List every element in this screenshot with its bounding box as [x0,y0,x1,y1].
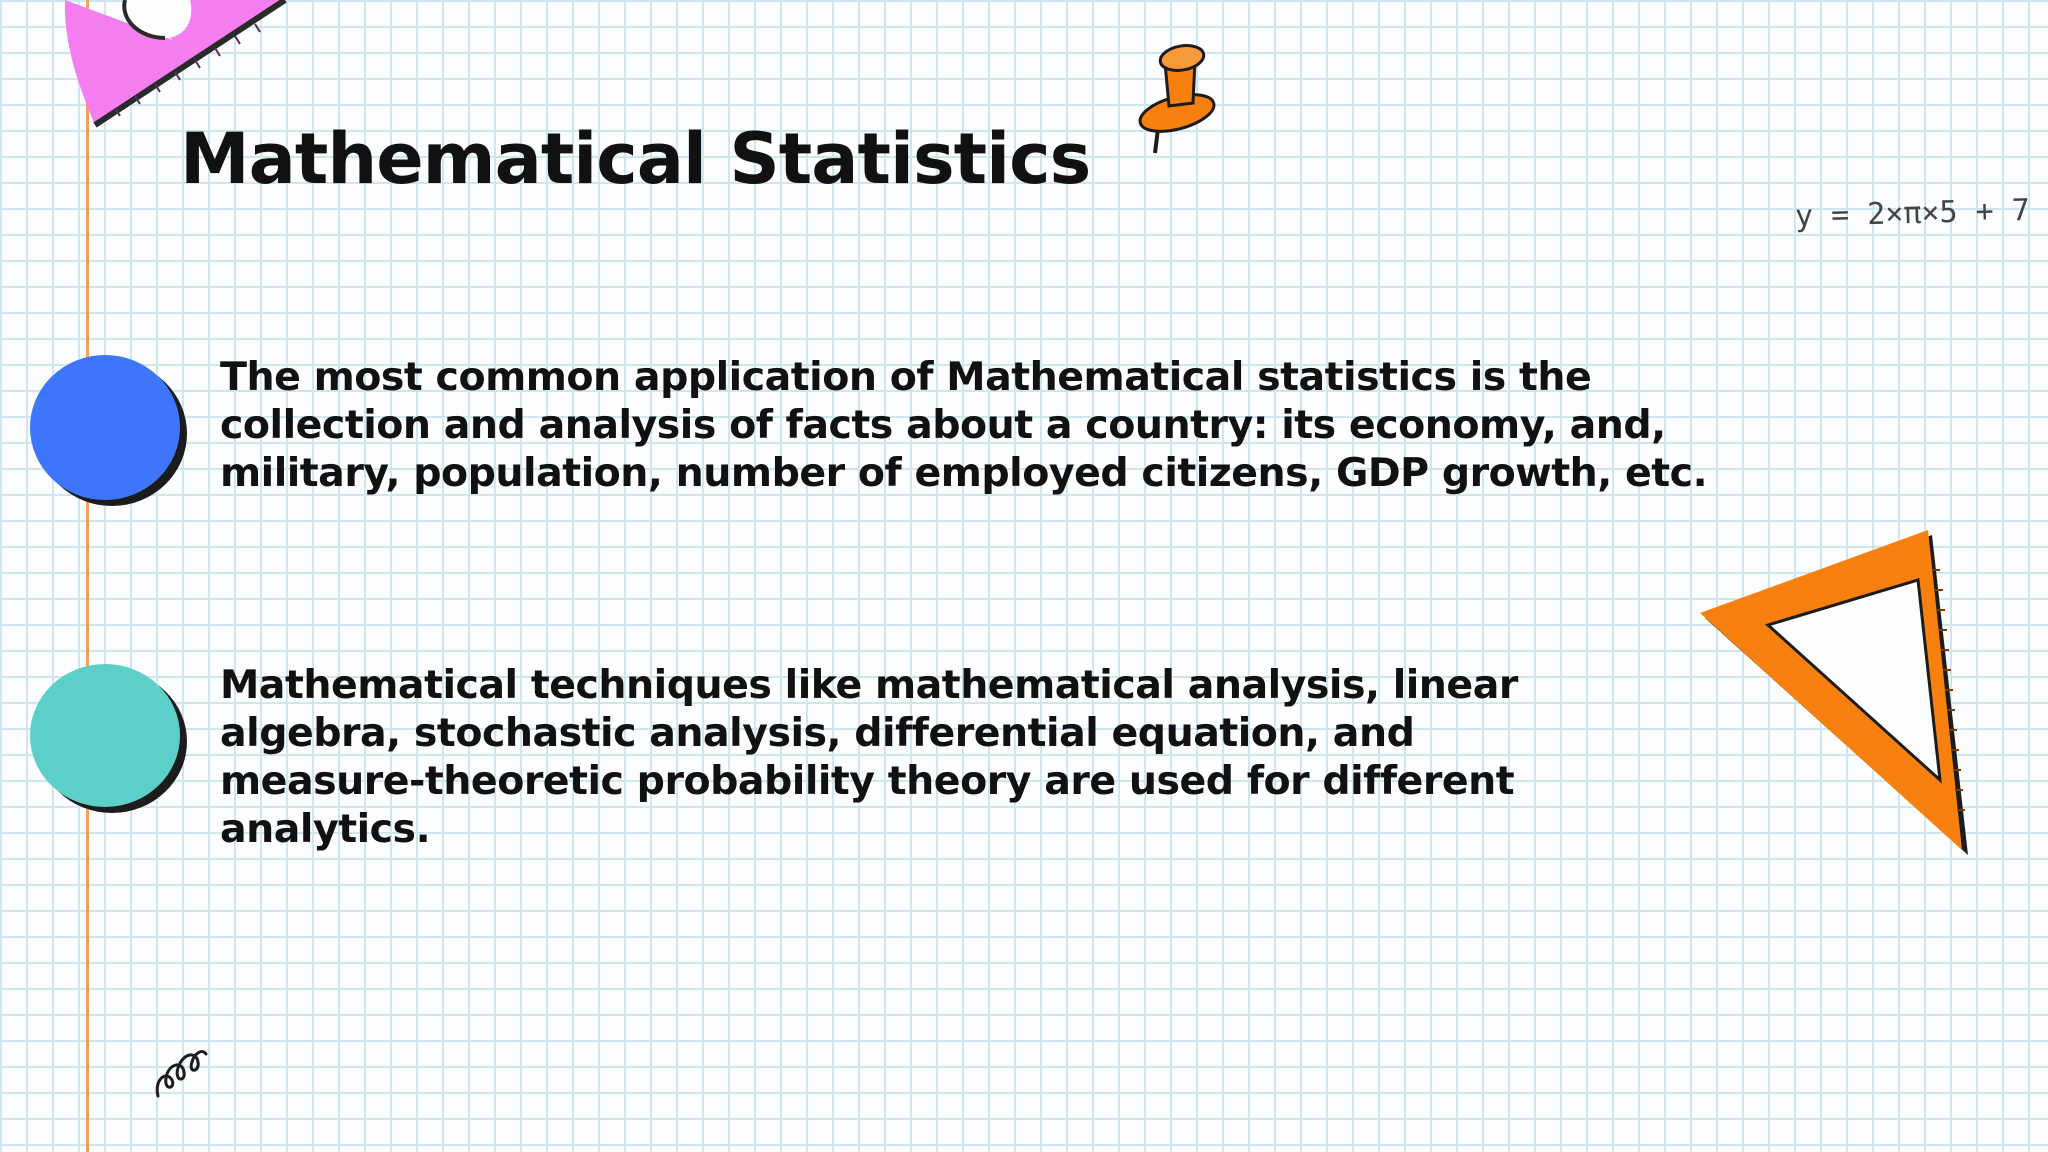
paragraph-line: algebra, stochastic analysis, differential equation, and [220,710,1415,756]
page-title: Mathematical Statistics [180,118,1091,200]
paragraph-line: collection and analysis of facts about a country: its economy, and, [220,402,1666,448]
protractor-icon [55,0,295,130]
notebook-margin-line [86,0,89,1152]
bullet-circle-blue [30,355,180,500]
paragraph-techniques [220,661,1780,853]
bullet-circle-teal [30,664,180,807]
paragraph-line: Mathematical techniques like mathematical analysis, linear [220,662,1518,708]
paragraph-line: military, population, number of employed citizens, GDP growth, etc. [220,450,1708,496]
squiggle-icon [152,1040,212,1100]
paragraph-line: measure-theoretic probability theory are used for different [220,758,1515,804]
pushpin-icon [1125,38,1225,158]
paragraph-application [220,353,1880,497]
triangle-ruler-icon [1700,530,1980,860]
paragraph-line: The most common application of Mathematical statistics is the [220,354,1592,400]
paragraph-line: analytics. [220,806,431,852]
handwritten-equation: y = 2×π×5 + 7 [1794,192,2031,235]
